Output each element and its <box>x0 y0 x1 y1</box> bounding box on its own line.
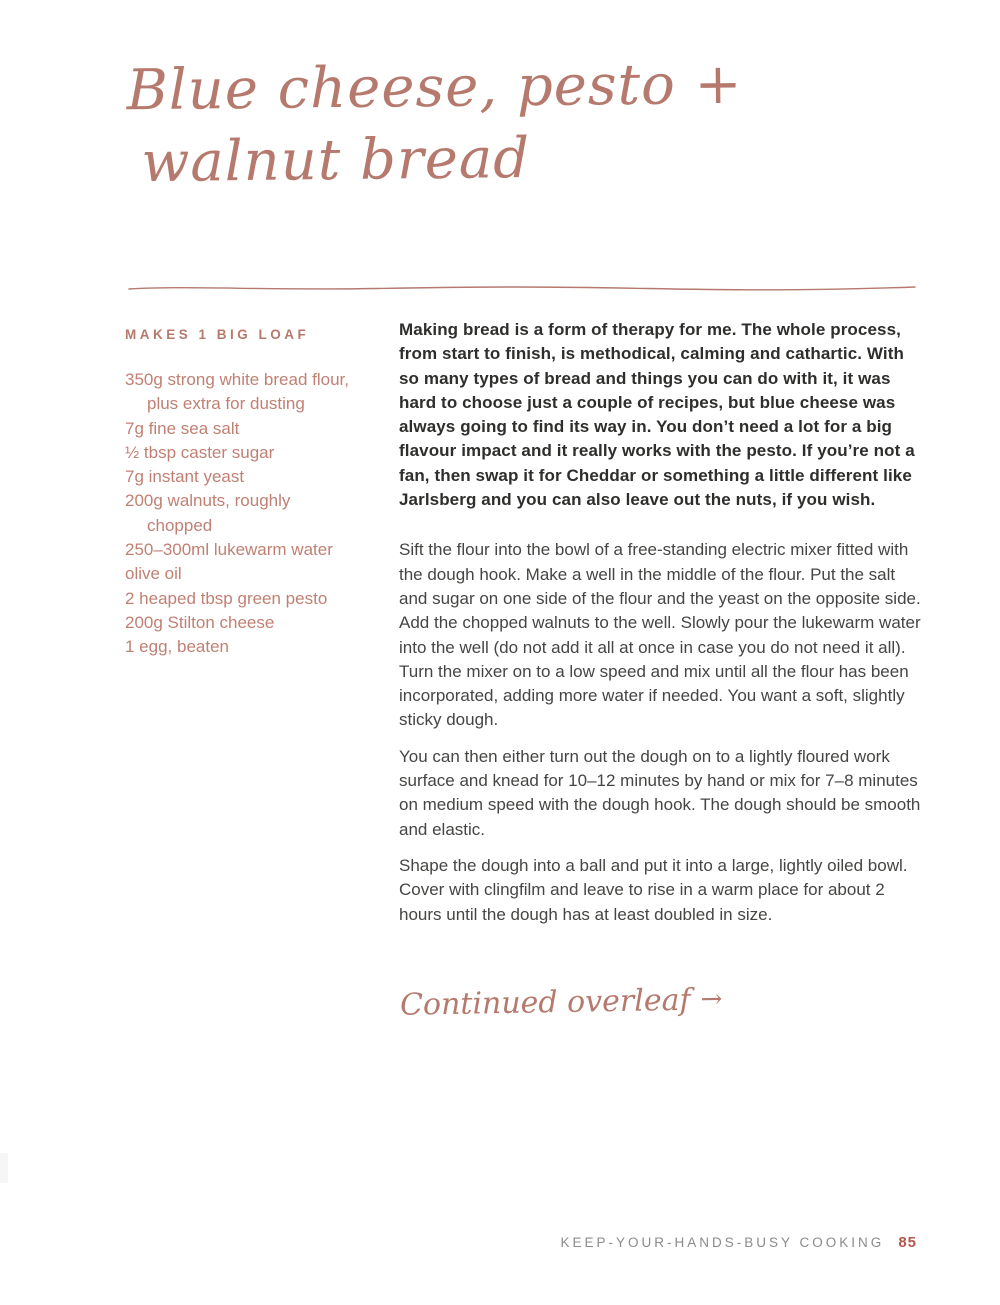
method-paragraph: Sift the flour into the bowl of a free-standing electric mixer fitted with the dough hook. Make a well in the middle of the flour. Put the salt and sugar on one side of the flour and the yeast on the opposite side. Add the chopped walnuts to the well. Slowly pour the lukewarm water into the well (do not add it all at once in case you do not need it all). Turn the mixer on to a low speed and mix until all the flour has been incorporated, adding more water if needed. You want a soft, slightly sticky dough. <box>399 540 921 730</box>
page-number: 85 <box>898 1234 917 1251</box>
intro-paragraph: Making bread is a form of therapy for me. The whole process, from start to finish, is methodical, calming and cathartic. With so many types of bread and things you can do with it, it was hard to choose just a couple of recipes, but blue cheese was always going to find its way in. You don’t need a lot for a big flavour impact and it really works with the pesto. If you’re not a fan, then swap it for Cheddar or something a little different like Jarlsberg and you can also leave out the nuts, if you wish. <box>399 320 915 510</box>
page-edge-artifact <box>0 1153 8 1183</box>
continued-overleaf-label: Continued overleaf <box>399 982 691 1023</box>
ingredient-line: 250–300ml lukewarm water <box>125 540 333 560</box>
ingredient-line: 350g strong white bread flour, <box>125 370 349 389</box>
ingredients-column <box>125 327 380 660</box>
ingredient-line: plus extra for dusting <box>147 394 305 414</box>
chapter-title: KEEP-YOUR-HANDS-BUSY COOKING <box>560 1235 885 1250</box>
ingredient-line: chopped <box>147 515 213 535</box>
recipe-title <box>126 49 743 199</box>
ingredient-line: olive oil <box>125 564 182 584</box>
ingredients-list <box>125 368 380 660</box>
ingredient-line: 200g walnuts, roughly <box>125 491 291 511</box>
ingredient-line: 2 heaped tbsp green pesto <box>125 588 328 608</box>
continued-overleaf-note <box>400 982 723 1023</box>
ingredient-line: 1 egg, beaten <box>125 637 229 657</box>
ingredient-line: 7g instant yeast <box>125 467 245 487</box>
method-column <box>399 318 921 939</box>
yield-label: MAKES 1 BIG LOAF <box>125 327 310 342</box>
recipe-title-line2: walnut bread <box>141 125 531 195</box>
ingredient-line: ½ tbsp caster sugar <box>125 442 275 462</box>
method-paragraph: Shape the dough into a ball and put it into a large, lightly oiled bowl. Cover with clingfilm and leave to rise in a warm place for about 2 hours until the dough has at least doubled in size. <box>399 855 908 924</box>
method-paragraph: You can then either turn out the dough on to a lightly floured work surface and knead for 10–12 minutes by hand or mix for 7–8 minutes on medium speed with the dough hook. The dough should be smooth and elastic. <box>399 746 921 839</box>
page-footer <box>561 1234 917 1251</box>
arrow-right-icon: → <box>700 984 723 1015</box>
ingredient-line: 200g Stilton cheese <box>125 612 275 632</box>
recipe-title-line1: Blue cheese, pesto + <box>126 51 743 124</box>
ingredient-line: 7g fine sea salt <box>125 418 240 438</box>
hand-drawn-divider <box>127 283 917 293</box>
